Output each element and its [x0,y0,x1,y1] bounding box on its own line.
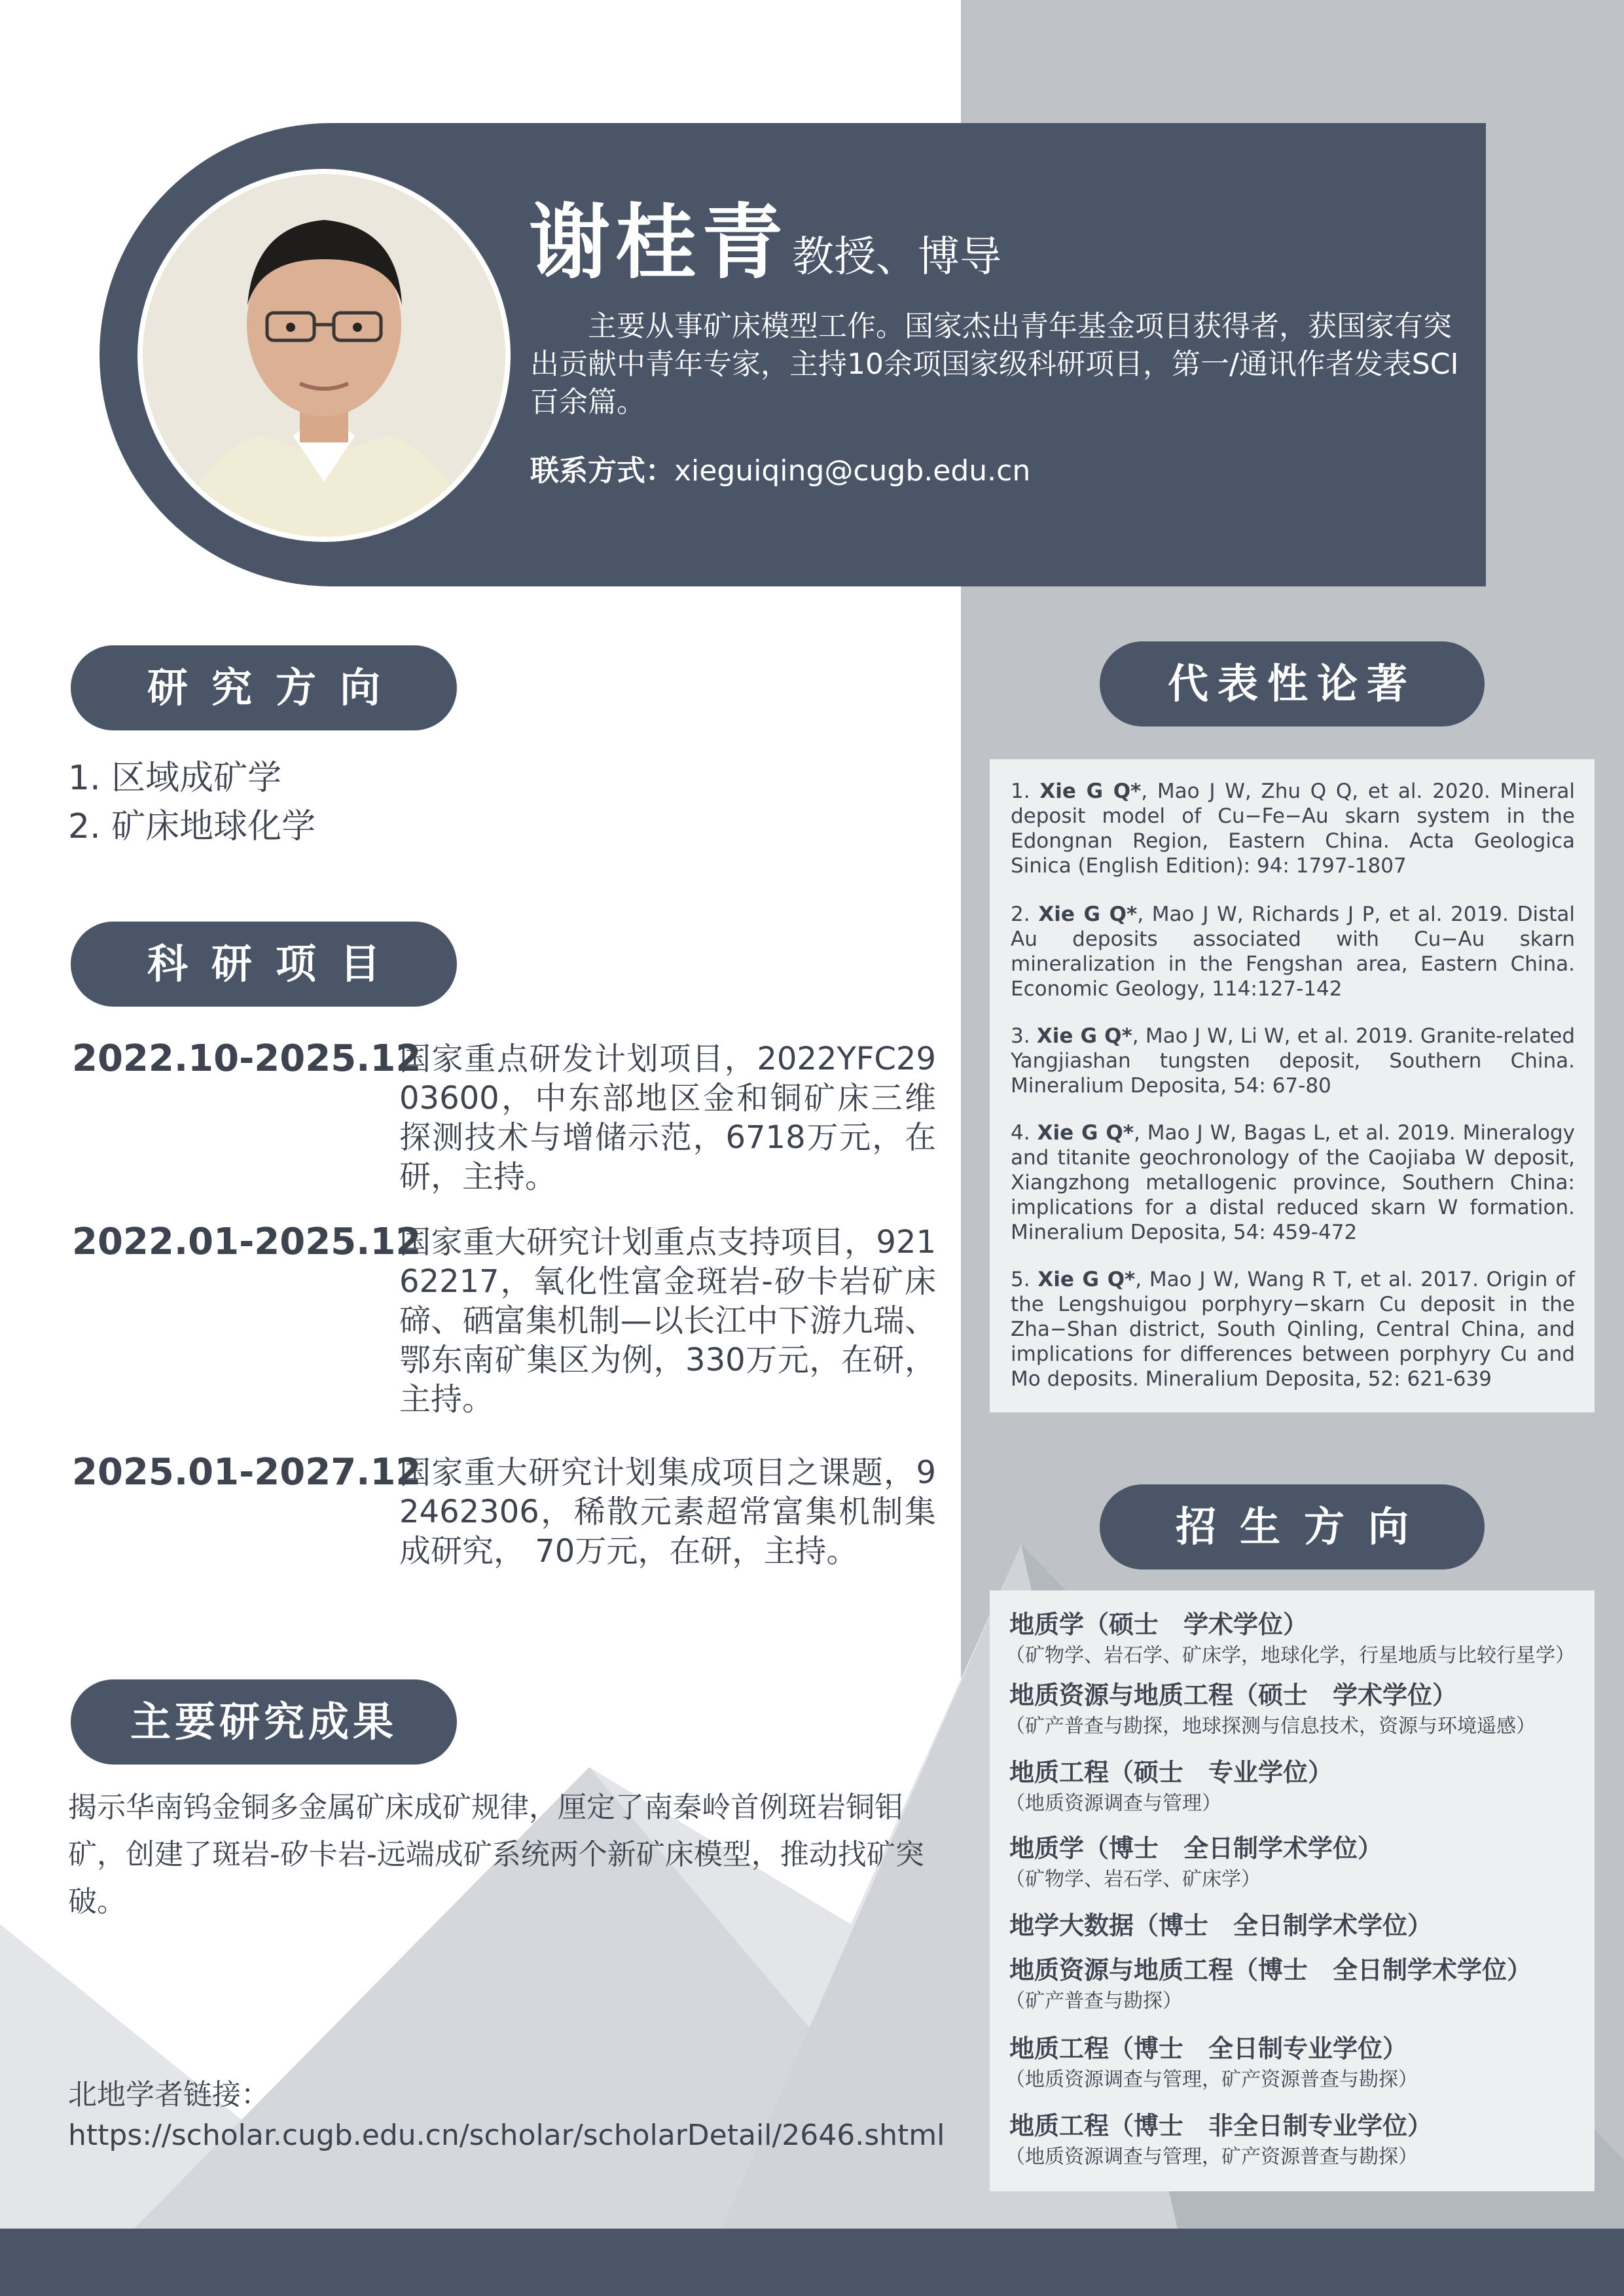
paper-entry: 4. Xie G Q*, Mao J W, Bagas L, et al. 2019. Mineralogy and titanite geochronology of the Caojiaba W deposit, Xiangzhong metallogenic province, Southern China: implications for a distal reduced skarn W formation. Mineralium Deposita, 54: 459-472 [1011,1121,1575,1244]
section-heading-papers: 代表性论著 [1100,641,1485,726]
research-item: 1. 区域成矿学 [68,759,282,798]
enrollment-fields: （矿产普查与勘探，地球探测与信息技术，资源与环境遥感） [1005,1715,1536,1738]
section-heading-enrollment: 招生方向 [1100,1484,1485,1570]
enrollment-fields: （矿产普查与勘探） [1005,1990,1182,2013]
enrollment-fields: （矿物学、岩石学、矿床学） [1005,1868,1261,1891]
bio-text: 主要从事矿床模型工作。国家杰出青年基金项目获得者，获国家有突出贡献中青年专家，主持10余项国家级科研项目，第一/通讯作者发表SCI百余篇。 [530,310,1459,419]
enrollment-program: 地学大数据（博士 全日制学术学位） [1009,1911,1433,1940]
person-name: 谢桂青 [529,196,789,290]
section-heading-research: 研究方向 [71,645,457,730]
enrollment-program: 地质学（博士 全日制学术学位） [1009,1834,1383,1863]
achievements-text: 揭示华南钨金铜多金属矿床成矿规律，厘定了南秦岭首例斑岩铜钼矿，创建了斑岩-矽卡岩-远端成矿系统两个新矿床模型，推动找矿突破。 [68,1791,924,1918]
paper-entry: 3. Xie G Q*, Mao J W, Li W, et al. 2019. Granite-related Yangjiashan tungsten deposit, Southern China. Mineralium Deposita, 54: 67-80 [1011,1024,1576,1098]
project-description: 国家重大研究计划集成项目之课题，92462306，稀散元素超常富集机制集成研究， 70万元，在研，主持。 [399,1454,936,1570]
paper-author: Xie G Q* [1038,903,1138,926]
project-description: 国家重大研究计划重点支持项目，92162217，氧化性富金斑岩-矽卡岩矿床碲、硒富集机制—以长江中下游九瑞、鄂东南矿集区为例，330万元，在研，主持。 [399,1224,936,1418]
paper-entry: 1. Xie G Q*, Mao J W, Zhu Q Q, et al. 2020. Mineral deposit model of Cu−Fe−Au skarn system in the Edongnan Region, Eastern China. Acta Geologica Sinica (English Edition): 94: 1797-1807 [1011,780,1575,878]
contact-line [530,452,1030,491]
project-description: 国家重点研发计划项目，2022YFC2903600，中东部地区金和铜矿床三维探测技术与增储示范，6718万元，在研，主持。 [399,1041,936,1195]
scholar-link-url[interactable]: https://scholar.cugb.edu.cn/scholar/scholarDetail/2646.shtml [68,2119,945,2152]
enrollment-program: 地质学（硕士 学术学位） [1009,1610,1308,1639]
enrollment-fields: （地质资源调查与管理） [1005,1792,1221,1815]
paper-entry: 5. Xie G Q*, Mao J W, Wang R T, et al. 2017. Origin of the Lengshuigou porphyry−skarn Cu deposit in the Zha−Shan district, South Qinling, Central China, and implications for differences between porphyry Cu and Mo deposits. Mineralium Deposita, 52: 621-639 [1011,1268,1575,1391]
enrollment-program: 地质资源与地质工程（硕士 学术学位） [1009,1681,1458,1710]
enrollment-fields: （矿物学、岩石学、矿床学，地球化学，行星地质与比较行星学） [1005,1644,1575,1667]
enrollment-fields: （地质资源调查与管理，矿产资源普查与勘探） [1005,2145,1418,2168]
project-date: 2022.01-2025.12 [72,1221,422,1263]
research-list [68,754,316,851]
profile-photo [143,174,505,537]
contact-label: 联系方式： [530,454,674,488]
section-heading-achievements: 主要研究成果 [71,1679,457,1765]
enrollment-fields: （地质资源调查与管理，矿产资源普查与勘探） [1005,2068,1418,2091]
section-heading-projects: 科研项目 [71,922,457,1007]
research-item: 2. 矿床地球化学 [68,807,316,846]
paper-author: Xie G Q* [1038,1268,1136,1291]
contact-email[interactable]: xieguiqing@cugb.edu.cn [674,454,1031,488]
person-title: 教授、博导 [792,233,1001,281]
footer-bar [0,2229,1624,2296]
paper-author: Xie G Q* [1037,1121,1134,1145]
enrollment-program: 地质工程（硕士 专业学位） [1009,1758,1333,1787]
scholar-link-block [68,2075,945,2156]
scholar-link-label: 北地学者链接： [68,2078,270,2111]
paper-author: Xie G Q* [1039,780,1142,803]
enrollment-program: 地质工程（博士 非全日制专业学位） [1009,2111,1433,2140]
paper-author: Xie G Q* [1036,1024,1132,1048]
enrollment-program: 地质工程（博士 全日制专业学位） [1009,2034,1408,2063]
project-date: 2025.01-2027.12 [72,1451,422,1494]
project-date: 2022.10-2025.12 [72,1037,422,1080]
paper-entry: 2. Xie G Q*, Mao J W, Richards J P, et al. 2019. Distal Au deposits associated with Cu−Au skarn mineralization in the Fengshan area, Eastern China. Economic Geology, 114:127-142 [1011,903,1576,1001]
enrollment-program: 地质资源与地质工程（博士 全日制学术学位） [1009,1956,1532,1984]
enrollment-box [990,1590,1595,2191]
papers-box [990,759,1595,1412]
